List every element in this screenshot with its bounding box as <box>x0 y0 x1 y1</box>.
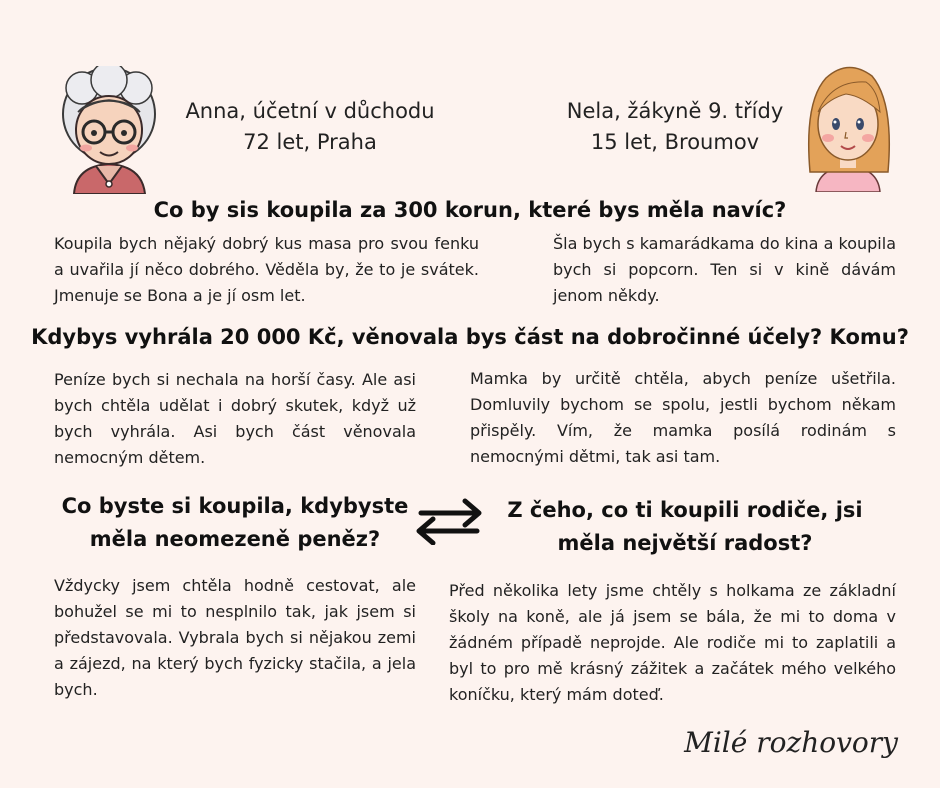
question-3-nela <box>490 494 880 560</box>
answer-2-anna: Peníze bych si nechala na horší časy. Ale asi bych chtěla udělat i dobrý skutek, když už bych vyhrála. Asi bych část věnovala nemocným dětem. <box>54 370 416 467</box>
anna-name-line: Anna, účetní v důchodu <box>185 99 435 123</box>
nela-name-line: Nela, žákyně 9. třídy <box>566 99 784 123</box>
nela-info <box>540 96 810 158</box>
answer-3-anna: Vždycky jsem chtěla hodně cestovat, ale bohužel se mi to nesplnilo tak, jak jsem si představovala. Vybrala bych si nějakou zemi a zájezd, na který bych fyzicky stačila, a jela bych. <box>54 576 416 699</box>
exchange-arrows-icon <box>413 497 485 545</box>
question-1: Co by sis koupila za 300 korun, které bys měla navíc? <box>153 198 787 222</box>
nela-age-line: 15 let, Broumov <box>590 130 760 154</box>
answer-3-nela: Před několika lety jsme chtěly s holkama ze základní školy na koně, ale já jsem se bála, že mi to doma v žádném případě neprojde. Ale rodiče mi to zaplatili a byl to pro mě krásný zážitek a začátek mého velkého koníčku, který mám doteď. <box>449 581 896 704</box>
question-3-nela-line-1: Z čeho, co ti koupili rodiče, jsi <box>507 498 863 522</box>
signature: Milé rozhovory <box>684 726 898 759</box>
question-3-anna-line-2: měla neomezeně peněz? <box>89 527 381 551</box>
anna-age-line: 72 let, Praha <box>243 130 377 154</box>
answer-1-nela: Šla bych s kamarádkama do kina a koupila bych si popcorn. Ten si v kině dávám jenom někdy. <box>553 234 896 305</box>
question-3-nela-line-2: měla největší radost? <box>557 531 813 555</box>
grandma-avatar-icon <box>52 66 167 194</box>
answer-1-anna: Koupila bych nějaký dobrý kus masa pro svou fenku a uvařila jí něco dobrého. Věděla by, že to je svátek. Jmenuje se Bona a je jí osm let. <box>54 234 479 305</box>
girl-avatar-icon <box>802 62 894 192</box>
answer-2-nela: Mamka by určitě chtěla, abych peníze ušetřila. Domluvily bychom se spolu, jestli bychom někam přispěly. Vím, že mamka posílá rodinám s nemocnými dětmi, tak asi tam. <box>470 369 896 466</box>
question-2: Kdybys vyhrála 20 000 Kč, věnovala bys část na dobročinné účely? Komu? <box>31 325 909 349</box>
question-3-anna-line-1: Co byste si koupila, kdybyste <box>61 494 409 518</box>
anna-info <box>170 96 450 158</box>
question-3-anna <box>40 490 430 556</box>
